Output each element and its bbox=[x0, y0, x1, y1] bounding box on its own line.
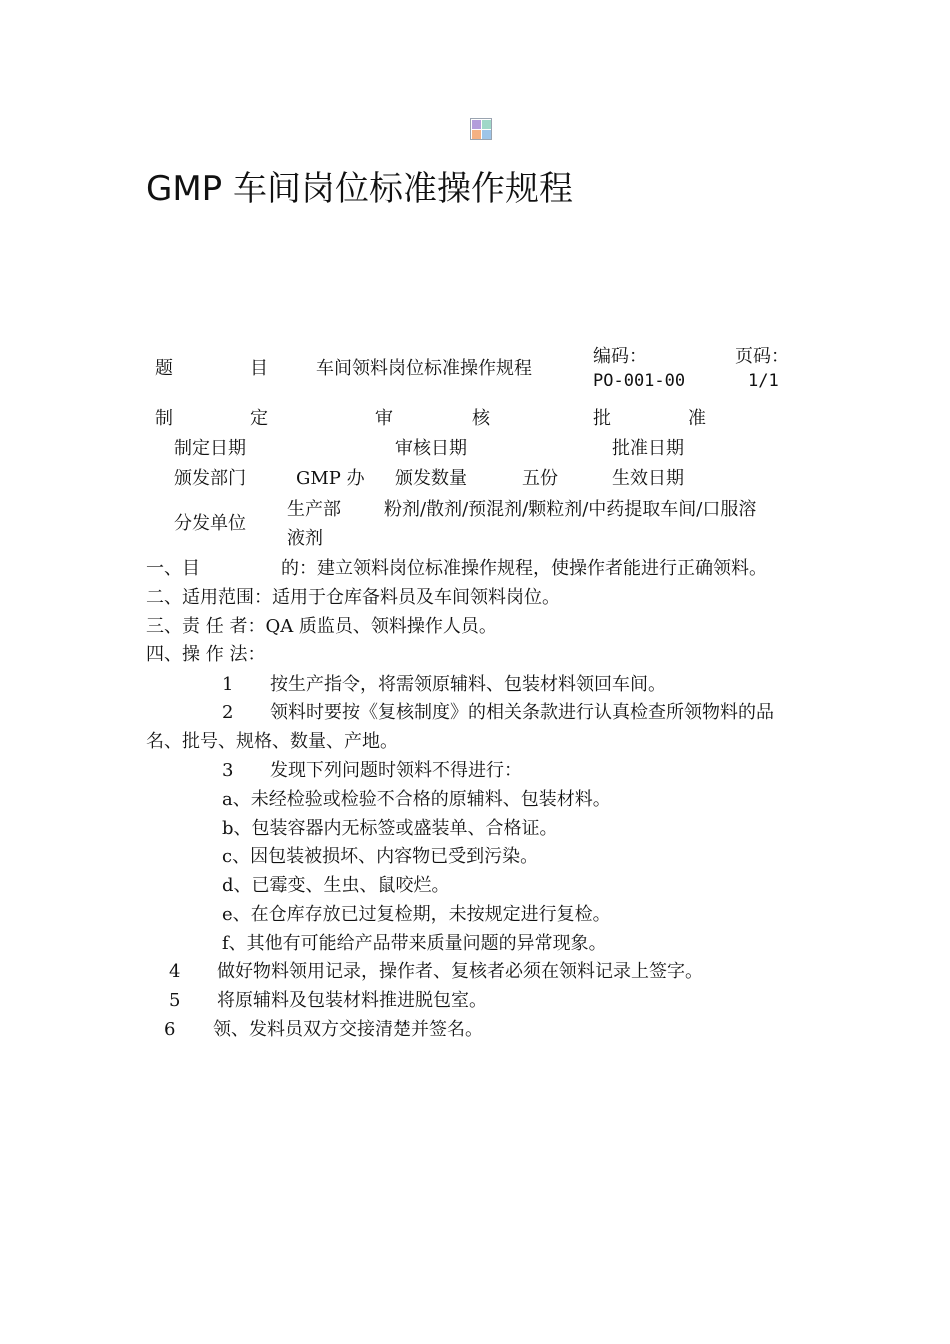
step-3-item-f: f、其他有可能给产品带来质量问题的异常现象。 bbox=[222, 933, 607, 954]
issue-dept-label: 颁发部门 bbox=[174, 468, 246, 489]
distribution-value-b: 粉剂/散剂/预混剂/颗粒剂/中药提取车间/口服溶 bbox=[384, 499, 757, 520]
approve-date-label: 批准日期 bbox=[612, 438, 684, 459]
page-value: 1/1 bbox=[748, 371, 779, 391]
issue-qty-value: 五份 bbox=[522, 468, 558, 489]
subject-label-1: 题 bbox=[155, 358, 173, 379]
review-date-label: 审核日期 bbox=[395, 438, 467, 459]
approve-label-2: 准 bbox=[688, 408, 706, 429]
scope-text: 二、适用范围：适用于仓库备料员及车间领料岗位。 bbox=[146, 587, 560, 608]
make-label-2: 定 bbox=[250, 408, 268, 429]
step-3-item-d: d、已霉变、生虫、鼠咬烂。 bbox=[222, 875, 450, 896]
code-label: 编码： bbox=[593, 346, 647, 367]
review-label-2: 核 bbox=[472, 408, 490, 429]
step-4-text: 做好物料领用记录，操作者、复核者必须在领料记录上签字。 bbox=[217, 961, 703, 982]
effective-date-label: 生效日期 bbox=[612, 468, 684, 489]
distribution-label: 分发单位 bbox=[174, 513, 246, 534]
subject-label-2: 目 bbox=[250, 358, 268, 379]
purpose-label: 一、目 bbox=[146, 558, 200, 579]
subject-value: 车间领料岗位标准操作规程 bbox=[316, 358, 532, 379]
review-label-1: 审 bbox=[375, 408, 393, 429]
page-label: 页码： bbox=[735, 346, 789, 367]
purpose-text: 的：建立领料岗位标准操作规程，使操作者能进行正确领料。 bbox=[281, 558, 767, 579]
make-label-1: 制 bbox=[155, 408, 173, 429]
method-heading: 四、操 作 法： bbox=[146, 644, 266, 665]
step-2-text: 领料时要按《复核制度》的相关条款进行认真检查所领物料的品 bbox=[270, 702, 774, 723]
step-3-item-e: e、在仓库存放已过复检期，未按规定进行复检。 bbox=[222, 904, 611, 925]
issue-dept-value: GMP 办 bbox=[296, 468, 365, 489]
step-3-number: 3 bbox=[222, 760, 234, 781]
step-6-number: 6 bbox=[164, 1019, 176, 1040]
logo-icon bbox=[470, 118, 492, 140]
distribution-value-line2: 液剂 bbox=[287, 528, 323, 549]
approve-label-1: 批 bbox=[593, 408, 611, 429]
make-date-label: 制定日期 bbox=[174, 438, 246, 459]
step-1-number: 1 bbox=[222, 674, 234, 695]
step-4-number: 4 bbox=[169, 961, 181, 982]
step-3-item-b: b、包装容器内无标签或盛装单、合格证。 bbox=[222, 818, 558, 839]
step-3-item-c: c、因包装被损坏、内容物已受到污染。 bbox=[222, 846, 539, 867]
document-title: GMP 车间岗位标准操作规程 bbox=[146, 169, 573, 209]
step-5-number: 5 bbox=[169, 990, 181, 1011]
issue-qty-label: 颁发数量 bbox=[395, 468, 467, 489]
step-3-text: 发现下列问题时领料不得进行： bbox=[270, 760, 522, 781]
step-5-text: 将原辅料及包装材料推进脱包室。 bbox=[217, 990, 487, 1011]
step-2-continued: 名、批号、规格、数量、产地。 bbox=[146, 731, 398, 752]
step-1-text: 按生产指令，将需领原辅料、包装材料领回车间。 bbox=[270, 674, 666, 695]
step-3-item-a: a、未经检验或检验不合格的原辅料、包装材料。 bbox=[222, 789, 611, 810]
step-2-number: 2 bbox=[222, 702, 234, 723]
step-6-text: 领、发料员双方交接清楚并签名。 bbox=[213, 1019, 483, 1040]
distribution-value-a: 生产部 bbox=[287, 499, 341, 520]
code-value: PO-001-00 bbox=[593, 371, 686, 391]
responsible-text: 三、责 任 者：QA 质监员、领料操作人员。 bbox=[146, 616, 497, 637]
